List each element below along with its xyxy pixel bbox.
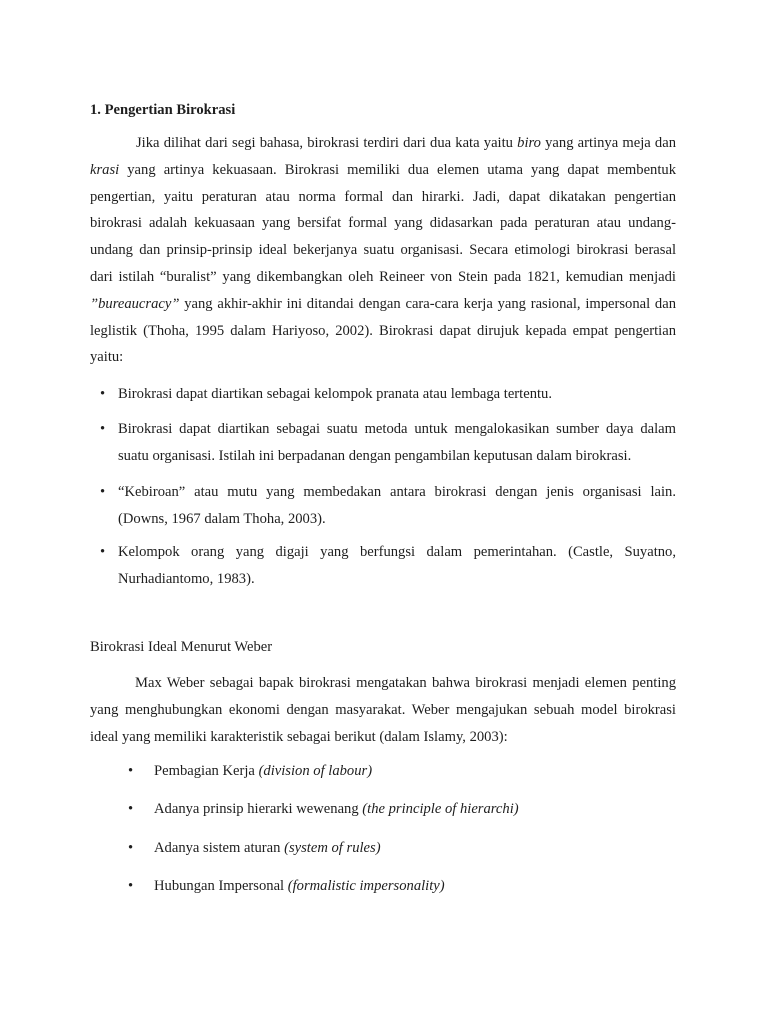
list-item	[128, 837, 381, 859]
weber-paragraph	[90, 670, 676, 750]
list-item-italic: (division of labour)	[258, 763, 373, 779]
weber-heading: Birokrasi Ideal Menurut Weber	[90, 639, 273, 655]
definition-list-item-2	[90, 416, 676, 470]
list-item	[90, 416, 676, 470]
list-item-text: Kelompok orang yang digaji yang berfungsi dalam pemerintahan. (Castle, Suyatno, Nurhadiantomo, 1983).	[118, 544, 676, 587]
list-item	[128, 798, 519, 820]
weber-list-item-1	[128, 760, 372, 782]
list-item	[90, 479, 676, 533]
list-item-text: Pembagian Kerja	[154, 763, 259, 779]
section-heading: 1. Pengertian Birokrasi	[90, 102, 236, 118]
list-item-italic: (formalistic impersonality)	[287, 878, 445, 894]
definition-list-item-1	[90, 381, 676, 408]
bullet-icon: •	[100, 421, 106, 437]
intro-text-3: yang artinya kekuasaan. Birokrasi memiliki dua elemen utama yang dapat membentuk pengertian, yaitu peraturan atau norma formal dan hirarki. Jadi, dapat dikatakan pengertian birokrasi adalah kekuasaan yang bersifat formal yang didasarkan pada peraturan atau undang-undang dan prinsip-prinsip ideal bekerjanya suatu organisasi. Secara etimologi birokrasi berasal dari istilah “buralist” yang dikembangkan oleh Reineer von Stein pada 1821, kemudian menjadi	[90, 161, 676, 285]
weber-list-item-2	[128, 798, 519, 820]
bullet-icon: •	[128, 801, 134, 817]
bullet-icon: •	[100, 484, 106, 500]
intro-paragraph	[90, 130, 676, 371]
bullet-icon: •	[100, 544, 106, 560]
list-item-text: Adanya prinsip hierarki wewenang	[154, 801, 363, 817]
intro-italic-biro: biro	[517, 135, 541, 151]
list-item-text: Birokrasi dapat diartikan sebagai suatu metoda untuk mengalokasikan sumber daya dalam suatu organisasi. Istilah ini berpadanan dengan pengambilan keputusan dalam birokrasi.	[118, 421, 676, 464]
bullet-icon: •	[128, 763, 134, 779]
list-item	[128, 760, 372, 782]
definition-list-item-3	[90, 479, 676, 533]
intro-text-4: yang akhir-akhir ini ditandai dengan cara-cara kerja yang rasional, impersonal dan leglistik (Thoha, 1995 dalam Hariyoso, 2002). Birokrasi dapat dirujuk kepada empat pengertian yaitu:	[90, 295, 676, 366]
list-item	[90, 539, 676, 593]
intro-italic-krasi: krasi	[90, 161, 120, 178]
weber-list-item-4	[128, 875, 445, 897]
definition-list-item-4	[90, 539, 676, 593]
list-item-text: Birokrasi dapat diartikan sebagai kelompok pranata atau lembaga tertentu.	[118, 386, 553, 402]
list-item-text: “Kebiroan” atau mutu yang membedakan antara birokrasi dengan jenis organisasi lain. (Downs, 1967 dalam Thoha, 2003).	[118, 484, 676, 527]
bullet-icon: •	[128, 878, 134, 894]
intro-text-2: yang artinya meja dan	[540, 135, 676, 151]
list-item-text: Hubungan Impersonal	[154, 878, 288, 894]
list-item-italic: (system of rules)	[284, 840, 381, 856]
list-item	[90, 381, 676, 408]
list-item-italic: (the principle of hierarchi)	[362, 801, 519, 817]
bullet-icon: •	[128, 840, 134, 856]
intro-italic-bureaucracy: ”bureaucracy”	[90, 295, 180, 312]
list-item	[128, 875, 445, 897]
weber-list-item-3	[128, 837, 381, 859]
weber-text: Max Weber sebagai bapak birokrasi mengatakan bahwa birokrasi menjadi elemen penting yang menghubungkan ekonomi dengan masyarakat. Weber mengajukan sebuah model birokrasi ideal yang memiliki karakteristik sebagai berikut (dalam Islamy, 2003):	[90, 675, 676, 745]
bullet-icon: •	[100, 386, 106, 402]
list-item-text: Adanya sistem aturan	[154, 840, 285, 856]
intro-text-1: Jika dilihat dari segi bahasa, birokrasi terdiri dari dua kata yaitu	[136, 135, 518, 151]
